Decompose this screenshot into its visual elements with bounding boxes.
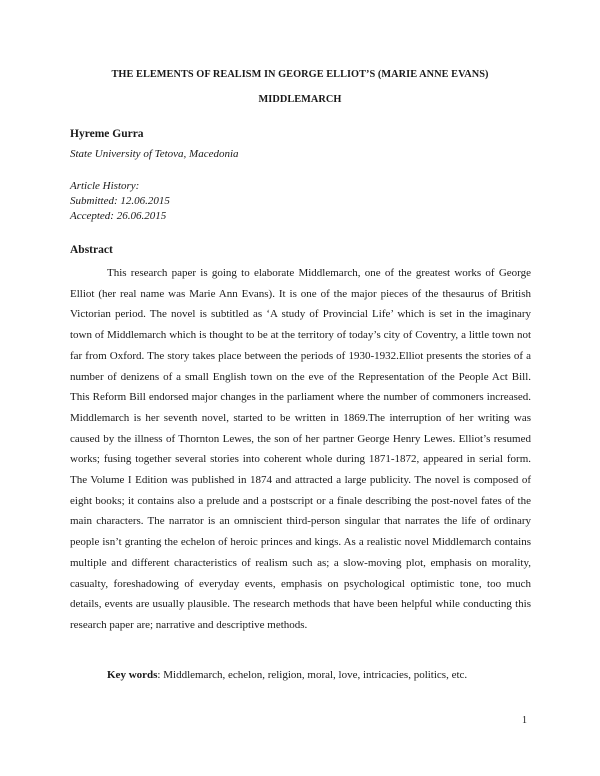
article-history-label: Article History: — [70, 180, 140, 192]
keywords — [107, 669, 467, 681]
keywords-label: Key words — [107, 669, 158, 681]
paper-title-line1: THE ELEMENTS OF REALISM IN GEORGE ELLIOT’S (MARIE ANNE EVANS) — [111, 69, 489, 80]
page-number: 1 — [522, 715, 527, 726]
abstract-body — [70, 263, 531, 636]
abstract-text-part1: This research paper is going to elaborate Middlemarch, one of the greatest works of George Elliot (her real name was Marie Ann Evans). It is one of the major pieces of the thesaurus of British Victorian period. The novel is subtitled as ‘A study of Provincial Life’ which is set in the imaginary town of Middlemarch which is thought to be at the territory of today’s city of Coventry, a little town not far from Oxford. The story takes place between the periods of 1930-1932.Elliot presents the stories of a number of denizens of a small English town on the eve of the — [70, 267, 531, 383]
author-affiliation: State University of Tetova, Macedonia — [70, 148, 239, 160]
representation-act-link[interactable]: Representation of the People Act — [358, 370, 508, 383]
abstract-text-part2: Bill. This Reform Bill endorsed major changes in the parliament where the number of commoners increased. Middlemarch is her seventh novel, started to be written in 1869.The interruption of her writing was caused by the illness of Thornton Lewes, the son of her partner George Henry Lewes. Elliot’s resumed works; fusing together several stories into coherent whole during 1871-1872, appeared in serial form. The Volume I Edition was published in 1874 and attracted a large publicity. The novel is composed of eight books; it contains also a prelude and a postscript or a finale describing the post-novel fates of the main characters. The narrator is an omniscient third-person singular that narrates the life of ordinary people isn’t granting the echelon of heroic princes and kings. As a realistic novel Middlemarch contains multiple and different characteristics of realism such as; a slow-moving plot, emphasis on morality, casualty, foreshadowing of everyday events, emphasis on psychological optimistic tone, too much details, events are usually plausible. The research methods that have been helpful while conducting this research paper are; narrative and descriptive methods. — [70, 370, 532, 631]
keywords-text: : Middlemarch, echelon, religion, moral, love, intricacies, politics, etc. — [157, 669, 468, 681]
abstract-heading: Abstract — [70, 244, 113, 256]
paper-title-line2: MIDDLEMARCH — [258, 94, 342, 105]
submitted-date: Submitted: 12.06.2015 — [70, 195, 170, 207]
author-name: Hyreme Gurra — [70, 128, 144, 140]
accepted-date: Accepted: 26.06.2015 — [70, 210, 167, 222]
